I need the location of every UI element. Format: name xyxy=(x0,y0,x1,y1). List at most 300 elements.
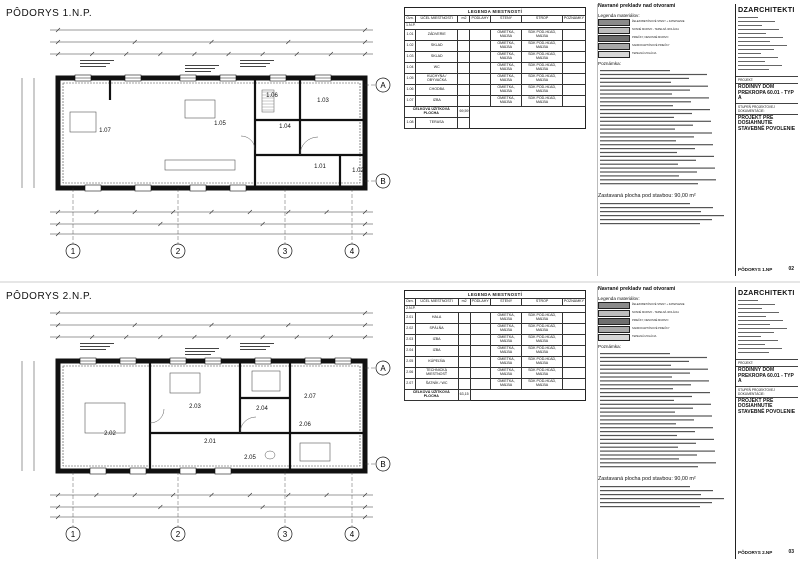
note-line xyxy=(600,450,715,451)
legend-header-cell: m2 xyxy=(458,299,470,306)
info-line xyxy=(738,29,779,30)
legend-cell: 2.03 xyxy=(405,334,416,345)
info-line xyxy=(738,300,758,301)
legend-cell: SDK POD-HĽAD, MAĽBA xyxy=(522,40,562,51)
info-line xyxy=(738,316,766,317)
info-line xyxy=(738,340,778,341)
note-line xyxy=(600,116,674,117)
material-swatch xyxy=(598,27,630,34)
annotation-line xyxy=(80,60,114,61)
legend-cell: SDK POD-HĽAD, MAĽBA xyxy=(522,95,562,106)
note-line xyxy=(600,167,715,168)
legend-cell xyxy=(470,356,490,367)
legend-cell xyxy=(470,73,490,84)
notes-text-block xyxy=(598,351,728,471)
legend-cell: OMIETKA, MAĽBA xyxy=(490,378,522,389)
note-line xyxy=(600,85,708,86)
note-line xyxy=(600,148,695,149)
legend-row xyxy=(405,378,586,389)
material-swatch xyxy=(598,19,630,26)
note-line xyxy=(600,109,710,110)
room-label: 2.03 xyxy=(189,404,201,410)
legend-cell: SDK POD-HĽAD, MAĽBA xyxy=(522,367,562,378)
legend-cell: SDK POD-HĽAD, MAĽBA xyxy=(522,378,562,389)
legend-total-value: 69,59 xyxy=(458,106,470,117)
door-swing xyxy=(300,137,318,155)
info-line xyxy=(738,69,769,70)
annotation-line xyxy=(240,346,270,347)
legend-cell xyxy=(458,40,470,51)
room-label: 1.03 xyxy=(317,98,329,104)
note-line xyxy=(600,368,708,369)
info-line xyxy=(738,25,762,26)
legend-cell: ZÁDVERIE xyxy=(416,29,458,40)
legend-cell xyxy=(562,40,585,51)
firm-name: DZARCHITEKTI xyxy=(738,5,795,14)
drawing-name: PÔDORYS 1.NP xyxy=(738,266,773,272)
door-swing xyxy=(241,136,255,150)
info-line xyxy=(738,336,761,337)
note-line xyxy=(600,105,673,106)
note-line xyxy=(600,411,675,412)
legend-header-cell: m2 xyxy=(458,16,470,23)
note-line xyxy=(600,211,701,212)
window xyxy=(135,185,151,191)
legend-cell: SDK POD-HĽAD, MAĽBA xyxy=(522,29,562,40)
legend-header-cell: ÚČEL MIESTNOSTI xyxy=(415,299,458,306)
note-line xyxy=(600,486,690,487)
materials-legend xyxy=(598,302,732,341)
material-label: NOSNÉ MURIVO - TEPELNÁ IZOLÁCIA xyxy=(632,28,679,32)
window xyxy=(215,468,231,474)
window xyxy=(180,468,196,474)
legend-header-cell: PODLAHY xyxy=(470,16,490,23)
door-swing xyxy=(240,417,256,433)
project-label: PROJEKT: xyxy=(736,359,798,366)
note-line xyxy=(600,462,716,463)
material-swatch xyxy=(598,334,630,341)
legend-cell: OMIETKA, MAĽBA xyxy=(490,73,522,84)
material-swatch xyxy=(598,43,630,50)
legend-cell: KÚPEĽŇA xyxy=(415,356,458,367)
note-line xyxy=(600,403,711,404)
legend-cell xyxy=(470,367,490,378)
legend-cell: OMIETKA, MAĽBA xyxy=(490,62,522,73)
legend-cell xyxy=(458,312,470,323)
note-line xyxy=(600,124,693,125)
legend-cell: OMIETKA, MAĽBA xyxy=(490,334,522,345)
note-line xyxy=(600,360,689,361)
legend-cell: TERASA xyxy=(416,117,458,128)
window xyxy=(85,185,101,191)
legend-cell xyxy=(458,378,470,389)
project-name: RODINNÝ DOM PREKROPA 60.01 - TYP A xyxy=(736,83,798,103)
sheet-2np xyxy=(0,283,800,565)
info-line xyxy=(738,61,765,62)
info-line xyxy=(738,57,778,58)
note-line xyxy=(600,155,714,156)
axis-label: A xyxy=(380,81,386,90)
window xyxy=(130,468,146,474)
note-line xyxy=(600,395,692,396)
note-line xyxy=(600,151,677,152)
note-line xyxy=(600,97,709,98)
note-line xyxy=(600,454,697,455)
note-line xyxy=(600,77,689,78)
legend-cell xyxy=(458,117,470,128)
note-line xyxy=(600,399,674,400)
note-line xyxy=(600,502,712,503)
annotation-line xyxy=(185,348,219,349)
legend-cell: OMIETKA, MAĽBA xyxy=(490,84,522,95)
note-line xyxy=(600,183,698,184)
legend-row xyxy=(405,117,586,128)
legend-caption: LEGENDA MIESTNOSTÍ xyxy=(404,290,586,298)
note-line xyxy=(600,81,671,82)
room-label: 1.01 xyxy=(314,164,326,170)
legend-cell: 1.07 xyxy=(405,95,416,106)
info-line xyxy=(738,344,765,345)
legend-cell xyxy=(562,117,585,128)
notes-text-block-2 xyxy=(598,484,728,514)
legend-cell xyxy=(490,117,522,128)
legend-cell xyxy=(458,323,470,334)
axis-label: 2 xyxy=(175,530,181,539)
room-label: 2.02 xyxy=(104,431,116,437)
firm-name: DZARCHITEKTI xyxy=(738,288,795,297)
note-line xyxy=(600,415,712,416)
materials-legend-heading: Legenda materiálov: xyxy=(598,12,640,18)
note-line xyxy=(600,506,700,507)
axis-label: 4 xyxy=(349,530,355,539)
note-line xyxy=(600,490,713,491)
notes-text-block-2 xyxy=(598,201,728,231)
room-label: 1.05 xyxy=(214,121,226,127)
note-line xyxy=(600,223,700,224)
legend-header-cell: STROP xyxy=(522,299,562,306)
notes-panel xyxy=(597,4,732,276)
legend-row xyxy=(405,367,586,378)
note-line xyxy=(600,356,707,357)
legend-cell xyxy=(562,312,585,323)
annotation-line xyxy=(185,71,211,72)
note-line xyxy=(600,93,672,94)
info-line xyxy=(738,312,779,313)
legend-cell: 1.01 xyxy=(405,29,416,40)
legend-header-cell: STENY xyxy=(490,16,522,23)
material-swatch xyxy=(598,35,630,42)
material-item xyxy=(598,19,732,26)
material-label: TEPELNÁ IZOLÁCIA xyxy=(632,335,657,339)
stage-label: STUPEŇ PROJEKTOVEJ DOKUMENTÁCIE: xyxy=(736,103,798,114)
legend-cell: 1.04 xyxy=(405,62,416,73)
annotation-line xyxy=(80,66,106,67)
legend-cell: 1.05 xyxy=(405,73,416,84)
table-outline xyxy=(185,100,215,118)
material-swatch xyxy=(598,51,630,58)
sheet-1np xyxy=(0,0,800,282)
legend-total-value: 63,15 xyxy=(458,389,470,400)
note-line xyxy=(600,372,690,373)
legend-cell xyxy=(458,356,470,367)
legend-row xyxy=(405,84,586,95)
annotation-line xyxy=(240,349,266,350)
legend-row xyxy=(405,29,586,40)
door-swing xyxy=(150,409,164,423)
note-line xyxy=(600,171,697,172)
note-line xyxy=(600,120,711,121)
legend-cell xyxy=(458,51,470,62)
legend-cell: OMIETKA, MAĽBA xyxy=(490,29,522,40)
legend-cell xyxy=(458,62,470,73)
legend-row xyxy=(405,345,586,356)
info-line xyxy=(738,41,770,42)
legend-cell: 1.03 xyxy=(405,51,416,62)
room-legend-table xyxy=(404,290,586,401)
note-line xyxy=(600,163,678,164)
info-line xyxy=(738,33,766,34)
info-line xyxy=(738,352,769,353)
legend-row xyxy=(405,95,586,106)
legend-cell xyxy=(458,73,470,84)
info-line xyxy=(738,21,775,22)
material-item xyxy=(598,334,732,341)
sheet-title: PÔDORYS 1.N.P. xyxy=(6,8,93,19)
legend-cell: SDK POD-HĽAD, MAĽBA xyxy=(522,51,562,62)
room-label: 1.02 xyxy=(352,168,364,174)
note-line xyxy=(600,407,693,408)
material-item xyxy=(598,326,732,333)
note-line xyxy=(600,353,670,354)
axis-label: 4 xyxy=(349,247,355,256)
note-line xyxy=(600,101,691,102)
legend-header-cell: POZNÁMKY xyxy=(562,299,585,306)
title-block xyxy=(735,4,798,276)
room-label: 2.06 xyxy=(299,422,311,428)
legend-cell: 2.02 xyxy=(405,323,416,334)
bed-outline xyxy=(170,373,200,393)
legend-row xyxy=(405,62,586,73)
legend-cell: SDK POD-HĽAD, MAĽBA xyxy=(522,345,562,356)
legend-cell: 1.02 xyxy=(405,40,416,51)
legend-cell xyxy=(458,84,470,95)
title-block-info xyxy=(736,15,796,75)
material-item xyxy=(598,310,732,317)
annotation-line xyxy=(185,68,215,69)
material-item xyxy=(598,51,732,58)
legend-cell xyxy=(562,367,585,378)
legend-cell xyxy=(470,312,490,323)
legend-cell: OMIETKA, MAĽBA xyxy=(490,356,522,367)
room-legend-table xyxy=(404,7,586,129)
material-label: SADROKARTÓNOVÉ PRIEČKY xyxy=(632,44,670,48)
bed-outline xyxy=(70,112,96,132)
legend-cell: TECHNICKÁ MIESTNOSŤ xyxy=(415,367,458,378)
legend-cell xyxy=(470,345,490,356)
annotation-line xyxy=(240,343,274,344)
note-line xyxy=(600,376,672,377)
axis-label: A xyxy=(380,364,386,373)
legend-cell: IZBA xyxy=(415,345,458,356)
info-line xyxy=(738,53,761,54)
legend-cell: 2.05 xyxy=(405,356,416,367)
note-line xyxy=(600,70,670,71)
kitchen-counter xyxy=(165,160,235,170)
annotation-line xyxy=(185,354,211,355)
material-swatch xyxy=(598,326,630,333)
axis-label: 3 xyxy=(282,247,288,256)
info-line xyxy=(738,304,775,305)
legend-cell: SDK POD-HĽAD, MAĽBA xyxy=(522,62,562,73)
sheet-title: PÔDORYS 2.N.P. xyxy=(6,291,93,302)
material-item xyxy=(598,27,732,34)
note-line xyxy=(600,203,690,204)
floor-plan-1np xyxy=(0,0,400,282)
material-swatch xyxy=(598,310,630,317)
legend-cell: SDK POD-HĽAD, MAĽBA xyxy=(522,312,562,323)
legend-cell xyxy=(458,334,470,345)
info-line xyxy=(738,45,787,46)
toilet-outline xyxy=(265,451,275,459)
note-line xyxy=(600,442,696,443)
legend-cell xyxy=(562,356,585,367)
axis-label: 3 xyxy=(282,530,288,539)
legend-cell xyxy=(562,73,585,84)
legend-cell xyxy=(562,345,585,356)
built-area-label: Zastavaná plocha pod stavbou: 90,00 m² xyxy=(598,193,696,200)
note-line xyxy=(600,466,698,467)
legend-cell: ŠATNÍK / WC xyxy=(415,378,458,389)
legend-cell: WC xyxy=(416,62,458,73)
legend-cell xyxy=(458,367,470,378)
plan-group xyxy=(22,28,390,258)
axis-label: B xyxy=(380,460,386,469)
annotation-line xyxy=(80,349,106,350)
annotation-line xyxy=(240,60,274,61)
info-line xyxy=(738,17,758,18)
note-line xyxy=(600,438,714,439)
room-label: 1.07 xyxy=(99,128,111,134)
legend-cell: SDK POD-HĽAD, MAĽBA xyxy=(522,84,562,95)
legend-cell: 2.07 xyxy=(405,378,416,389)
plan-group xyxy=(22,311,390,541)
legend-cell xyxy=(470,95,490,106)
legend-cell xyxy=(562,62,585,73)
material-label: NOSNÉ MURIVO - TEPELNÁ IZOLÁCIA xyxy=(632,311,679,315)
legend-cell: OMIETKA, MAĽBA xyxy=(490,51,522,62)
note-line xyxy=(600,446,678,447)
room-label: 2.05 xyxy=(244,455,256,461)
axis-label: 1 xyxy=(70,530,76,539)
material-label: PRIEČKY, NENOSNÉ MURIVO xyxy=(632,36,669,40)
legend-cell xyxy=(470,334,490,345)
annotation-line xyxy=(185,65,219,66)
material-label: ŽELEZOBETÓNOVÉ STENY + ZATEPLENIE xyxy=(632,303,685,307)
floor-plan-2np xyxy=(0,283,400,565)
info-line xyxy=(738,332,774,333)
annotation-line xyxy=(80,343,114,344)
legend-cell xyxy=(458,29,470,40)
material-item xyxy=(598,302,732,309)
info-line xyxy=(738,348,782,349)
legend-row xyxy=(405,51,586,62)
room-label: 1.06 xyxy=(266,93,278,99)
legend-cell: SDK POD-HĽAD, MAĽBA xyxy=(522,356,562,367)
legend-floor-label: 1.N.P. xyxy=(405,22,586,29)
project-name: RODINNÝ DOM PREKROPA 60.01 - TYP A xyxy=(736,366,798,386)
info-line xyxy=(738,320,783,321)
note-line xyxy=(600,494,701,495)
legend-cell: SDK POD-HĽAD, MAĽBA xyxy=(522,323,562,334)
legend-cell xyxy=(470,378,490,389)
notes-text-block xyxy=(598,68,728,188)
sheet-number: 02 xyxy=(788,266,794,272)
legend-header-cell: STROP xyxy=(522,16,562,23)
info-line xyxy=(738,328,787,329)
legend-cell: SDK POD-HĽAD, MAĽBA xyxy=(522,334,562,345)
legend-cell xyxy=(522,117,562,128)
note-line xyxy=(600,132,712,133)
material-label: SADROKARTÓNOVÉ PRIEČKY xyxy=(632,327,670,331)
legend-total-label: CELKOVÁ ÚŽITKOVÁ PLOCHA xyxy=(405,106,458,117)
wall-insulation-line xyxy=(63,366,360,466)
material-label: ŽELEZOBETÓNOVÉ STENY + ZATEPLENIE xyxy=(632,20,685,24)
legend-cell: HALA xyxy=(415,312,458,323)
legend-cell xyxy=(470,62,490,73)
axis-label: 1 xyxy=(70,247,76,256)
notes-panel xyxy=(597,287,732,559)
stage-label: STUPEŇ PROJEKTOVEJ DOKUMENTÁCIE: xyxy=(736,386,798,397)
legend-cell: CHODBA xyxy=(416,84,458,95)
notes-heading: Navrané prekladv nad otvorami xyxy=(598,286,676,292)
legend-cell: SKLAD xyxy=(416,51,458,62)
legend-cell xyxy=(562,29,585,40)
legend-cell: IZBA xyxy=(416,95,458,106)
legend-total-label: CELKOVÁ ÚŽITKOVÁ PLOCHA xyxy=(405,389,459,400)
annotation-line xyxy=(240,66,266,67)
exterior-wall xyxy=(58,361,365,471)
legend-header-cell: Ozn. xyxy=(405,299,416,306)
note-line xyxy=(600,179,716,180)
note-line xyxy=(600,388,673,389)
legend-header-cell: Ozn. xyxy=(405,16,416,23)
note-line xyxy=(600,159,696,160)
legend-cell xyxy=(470,323,490,334)
material-swatch xyxy=(598,318,630,325)
materials-legend-heading: Legenda materiálov: xyxy=(598,295,640,301)
info-line xyxy=(738,65,782,66)
note-line xyxy=(600,419,694,420)
legend-cell: 1.06 xyxy=(405,84,416,95)
room-label: 2.04 xyxy=(256,406,268,412)
note-line xyxy=(600,207,713,208)
note-line xyxy=(600,423,676,424)
legend-row xyxy=(405,356,586,367)
legend-cell: 1.08 xyxy=(405,117,416,128)
legend-cell: SKLAD xyxy=(416,40,458,51)
legend-row xyxy=(405,73,586,84)
room-label: 2.01 xyxy=(204,439,216,445)
legend-header-cell: PODLAHY xyxy=(470,299,490,306)
note-line xyxy=(600,112,692,113)
stage-name: PROJEKT PRE DOSIAHNUTIE STAVEBNÉ POVOLENIE xyxy=(736,114,798,134)
window xyxy=(230,185,246,191)
note-line xyxy=(600,144,713,145)
legend-cell: KUCHYŇA / OBÝVAČKA xyxy=(416,73,458,84)
legend-header-cell: ÚČEL MIESTNOSTI xyxy=(416,16,458,23)
legend-cell xyxy=(458,95,470,106)
poznamka-heading: Poznámka: xyxy=(598,344,621,350)
